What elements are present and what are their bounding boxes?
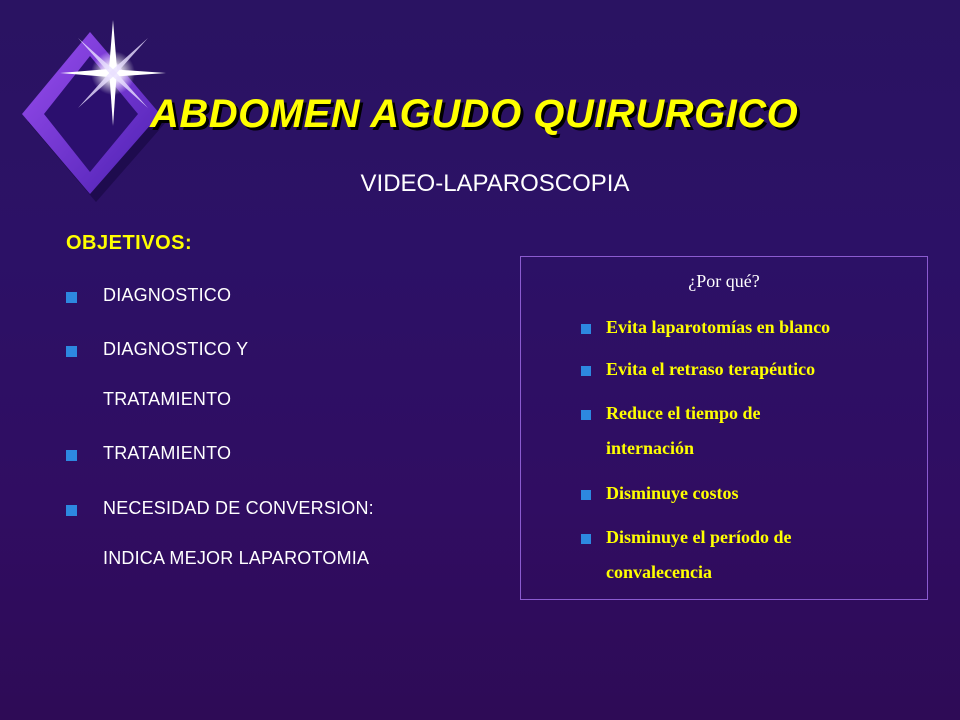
square-bullet-icon — [581, 534, 591, 544]
square-bullet-icon — [66, 346, 77, 357]
list-item-text: DIAGNOSTICO Y — [103, 339, 249, 359]
list-item-text: TRATAMIENTO — [103, 389, 232, 409]
list-item-text: Reduce el tiempo de — [606, 403, 761, 423]
list-item-text: INDICA MEJOR LAPAROTOMIA — [103, 548, 370, 568]
objectives-heading: OBJETIVOS: — [66, 232, 193, 254]
list-item-text: internación — [606, 438, 694, 458]
list-item-text: NECESIDAD DE CONVERSION: — [103, 498, 374, 518]
square-bullet-icon — [581, 490, 591, 500]
list-item-text: convalecencia — [606, 562, 712, 582]
slide-subtitle: VIDEO-LAPAROSCOPIA — [360, 170, 630, 197]
slide-title: ABDOMEN AGUDO QUIRURGICO — [150, 92, 799, 136]
square-bullet-icon — [66, 450, 77, 461]
list-item-text: DIAGNOSTICO — [103, 285, 232, 305]
list-item-text: Disminuye costos — [606, 483, 739, 503]
square-bullet-icon — [581, 324, 591, 334]
square-bullet-icon — [66, 505, 77, 516]
why-box — [520, 256, 928, 600]
square-bullet-icon — [581, 366, 591, 376]
why-box-title: ¿Por qué? — [688, 271, 760, 291]
sparkle-star-icon — [58, 18, 158, 118]
list-item-text: Evita laparotomías en blanco — [606, 317, 831, 337]
list-item-text: TRATAMIENTO — [103, 443, 232, 463]
square-bullet-icon — [581, 410, 591, 420]
list-item-text: Evita el retraso terapéutico — [606, 359, 816, 379]
list-item-text: Disminuye el período de — [606, 527, 792, 547]
square-bullet-icon — [66, 292, 77, 303]
